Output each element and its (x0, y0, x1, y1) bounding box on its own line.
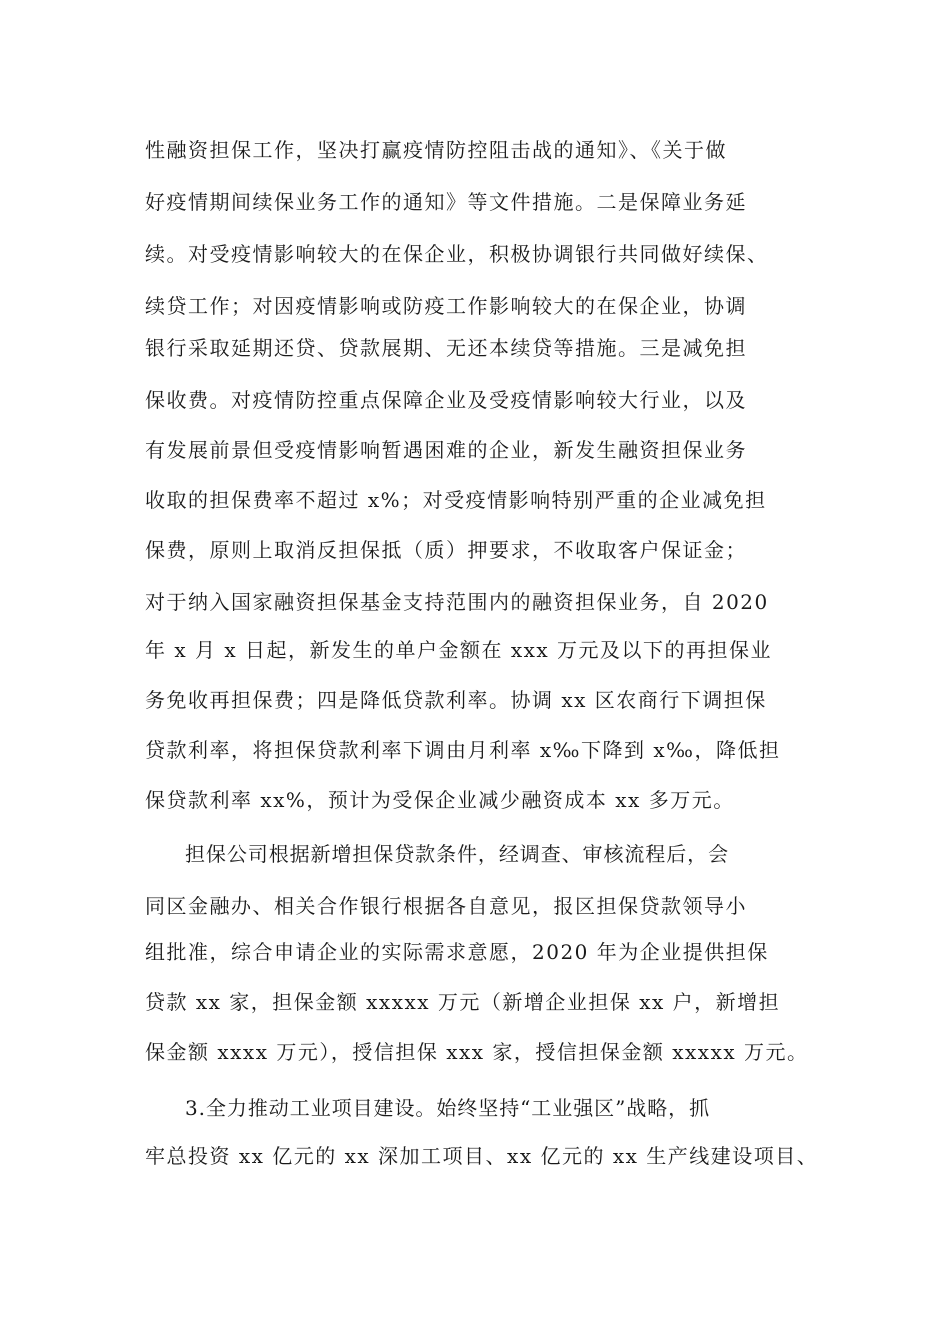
paragraph-1-line-11: 年 x 月 x 日起，新发生的单户金额在 xxx 万元及以下的再担保业 (145, 638, 773, 662)
paragraph-1-line-2: 好疫情期间续保业务工作的通知》等文件措施。二是保障业务延 (145, 190, 747, 214)
paragraph-1-line-5: 银行采取延期还贷、贷款展期、无还本续贷等措施。三是减免担 (145, 336, 747, 360)
paragraph-1-line-12: 务免收再担保费；四是降低贷款利率。协调 xx 区农商行下调担保 (145, 688, 767, 712)
paragraph-1-line-3: 续。对受疫情影响较大的在保企业，积极协调银行共同做好续保、 (145, 242, 769, 266)
paragraph-3-line-1: 3.全力推动工业项目建设。始终坚持“工业强区”战略，抓 (185, 1096, 711, 1120)
paragraph-2-line-1: 担保公司根据新增担保贷款条件，经调查、审核流程后，会 (185, 842, 729, 866)
paragraph-3-line-2: 牢总投资 xx 亿元的 xx 深加工项目、xx 亿元的 xx 生产线建设项目、 (145, 1144, 819, 1168)
paragraph-1-line-4: 续贷工作；对因疫情影响或防疫工作影响较大的在保企业，协调 (145, 294, 747, 318)
paragraph-1-line-8: 收取的担保费率不超过 x%；对受疫情影响特别严重的企业减免担 (145, 488, 767, 512)
paragraph-1-line-13: 贷款利率，将担保贷款利率下调由月利率 x‰下降到 x‰，降低担 (145, 738, 781, 762)
paragraph-2-line-3: 组批准，综合申请企业的实际需求意愿，2020 年为企业提供担保 (145, 940, 769, 964)
paragraph-1-line-10: 对于纳入国家融资担保基金支持范围内的融资担保业务，自 2020 (145, 590, 769, 614)
paragraph-2-line-4: 贷款 xx 家，担保金额 xxxxx 万元（新增企业担保 xx 户，新增担 (145, 990, 781, 1014)
paragraph-2-line-5: 保金额 xxxx 万元），授信担保 xxx 家，授信担保金额 xxxxx 万元。 (145, 1040, 809, 1064)
paragraph-2-line-2: 同区金融办、相关合作银行根据各自意见，报区担保贷款领导小 (145, 894, 747, 918)
paragraph-1-line-9: 保费，原则上取消反担保抵（质）押要求，不收取客户保证金； (145, 538, 747, 562)
paragraph-1-line-6: 保收费。对疫情防控重点保障企业及受疫情影响较大行业，以及 (145, 388, 747, 412)
paragraph-1-line-1: 性融资担保工作，坚决打赢疫情防控阻击战的通知》、《关于做 (145, 138, 727, 162)
paragraph-1-line-7: 有发展前景但受疫情影响暂遇困难的企业，新发生融资担保业务 (145, 438, 747, 462)
paragraph-1-line-14: 保贷款利率 xx%，预计为受保企业减少融资成本 xx 多万元。 (145, 788, 735, 812)
